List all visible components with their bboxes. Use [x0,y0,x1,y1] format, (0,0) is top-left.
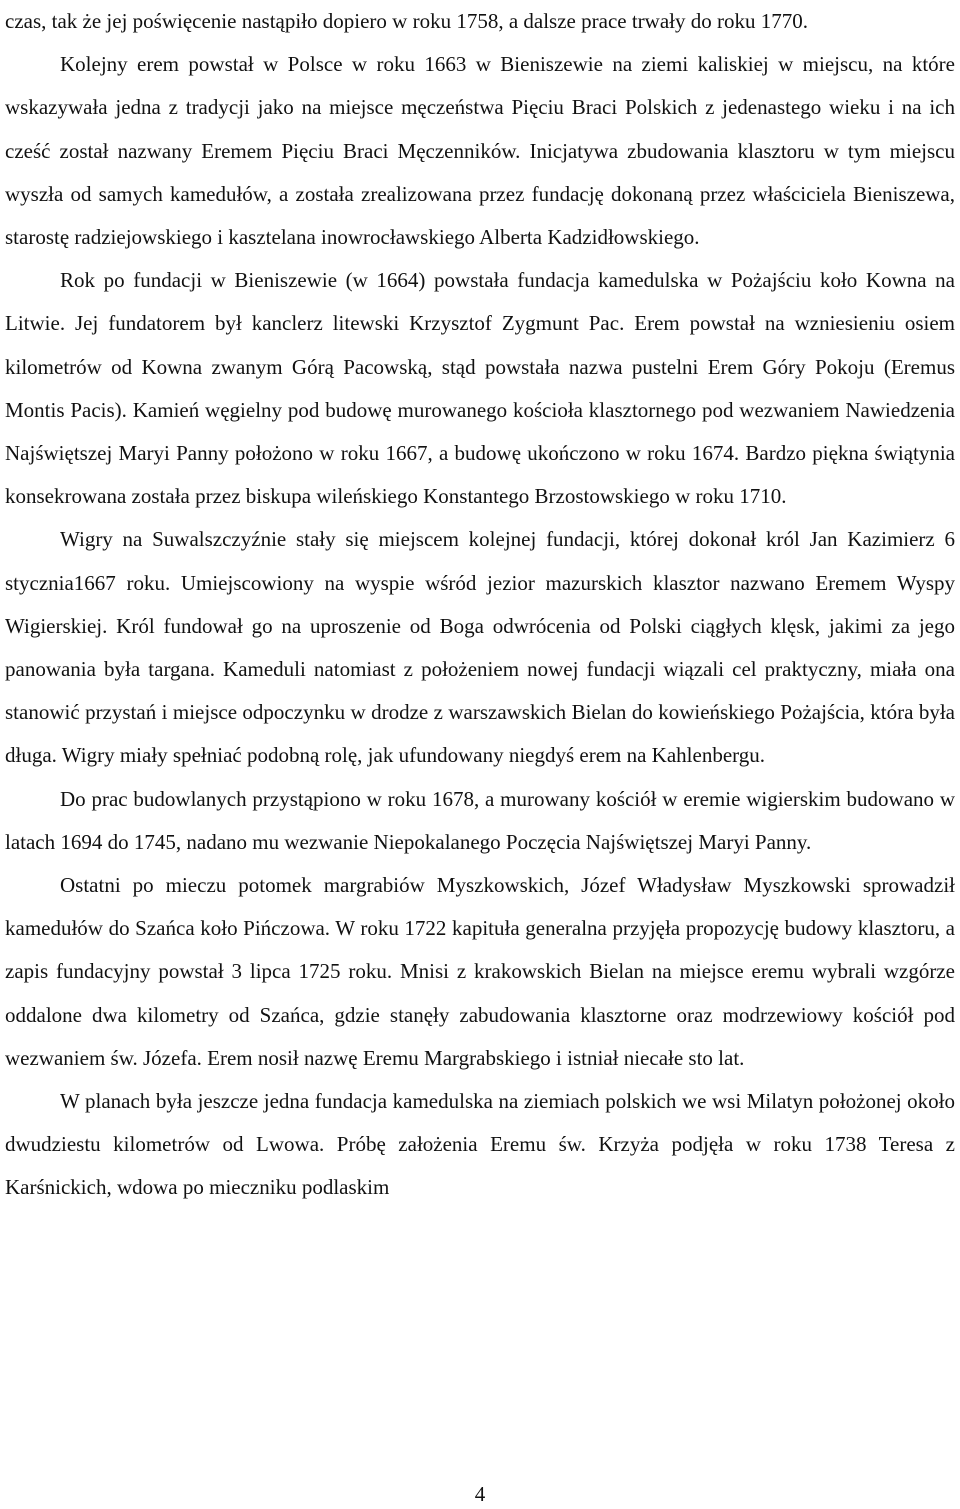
document-body [5,0,955,1210]
paragraph-bieniszew: Kolejny erem powstał w Polsce w roku 1663 w Bieniszewie na ziemi kaliskiej w miejscu, na które wskazywała jedna z tradycji jako na miejsce męczeństwa Pięciu Braci Polskich z jedenastego wieku i na ich cześć został nazwany Eremem Pięciu Braci Męczenników. Inicjatywa zbudowania klasztoru w tym miejscu wyszła od samych kamedułów, a została zrealizowana przez fundację dokonaną przez właściciela Bieniszewa, starostę radziejowskiego i kasztelana inowrocławskiego Alberta Kadzidłowskiego. [5,52,955,250]
page-number: 4 [474,1482,486,1506]
paragraph-continued: czas, tak że jej poświęcenie nastąpiło dopiero w roku 1758, a dalsze prace trwały do roku 1770. [5,9,808,33]
paragraph-pozajscie: Rok po fundacji w Bieniszewie (w 1664) powstała fundacja kamedulska w Pożajściu koło Kowna na Litwie. Jej fundatorem był kanclerz litewski Krzysztof Zygmunt Pac. Erem powstał na wzniesieniu osiem kilometrów od Kowna zwanym Górą Pacowską, stąd powstała nazwa pustelni Erem Góry Pokoju (Eremus Montis Pacis). Kamień węgielny pod budowę murowanego kościoła klasztornego pod wezwaniem Nawiedzenia Najświętszej Maryi Panny położono w roku 1667, a budowę ukończono w roku 1674. Bardzo piękna świątynia konsekrowana została przez biskupa wileńskiego Konstantego Brzostowskiego w roku 1710. [5,268,955,509]
paragraph-szaniec: Ostatni po mieczu potomek margrabiów Myszkowskich, Józef Władysław Myszkowski sprowadził kamedułów do Szańca koło Pińczowa. W roku 1722 kapituła generalna przyjęła propozycję budowy klasztoru, a zapis fundacyjny powstał 3 lipca 1725 roku. Mnisi z krakowskich Bielan na miejsce eremu wybrali wzgórze oddalone dwa kilometry od Szańca, gdzie stanęły zabudowania klasztorne oraz modrzewiowy kościół pod wezwaniem św. Józefa. Erem nosił nazwę Eremu Margrabskiego i istniał niecałe sto lat. [5,873,955,1070]
paragraph-milatyn: W planach była jeszcze jedna fundacja kamedulska na ziemiach polskich we wsi Milatyn położonej około dwudziestu kilometrów od Lwowa. Próbę założenia Eremu św. Krzyża podjęła w roku 1738 Teresa z Karśnickich, wdowa po mieczniku podlaskim [5,1089,955,1200]
paragraph-wigry-construction: Do prac budowlanych przystąpiono w roku 1678, a murowany kościół w eremie wigierskim budowano w latach 1694 do 1745, nadano mu wezwanie Niepokalanego Poczęcia Najświętszej Maryi Panny. [5,786,955,854]
paragraph-wigry: Wigry na Suwalszczyźnie stały się miejscem kolejnej fundacji, której dokonał król Jan Kazimierz 6 stycznia1667 roku. Umiejscowiony na wyspie wśród jezior mazurskich klasztor nazwano Eremem Wyspy Wigierskiej. Król fundował go na uproszenie od Boga odwrócenia od Polski ciągłych klęsk, jakimi za jego panowania była targana. Kameduli natomiast z położeniem nowej fundacji wiązali cel praktyczny, miała ona stanowić przystań i miejsce odpoczynku w drodze z warszawskich Bielan do kowieńskiego Pożajścia, która była długa. Wigry miały spełniać podobną rolę, jak ufundowany niegdyś erem na Kahlenbergu. [5,527,955,768]
